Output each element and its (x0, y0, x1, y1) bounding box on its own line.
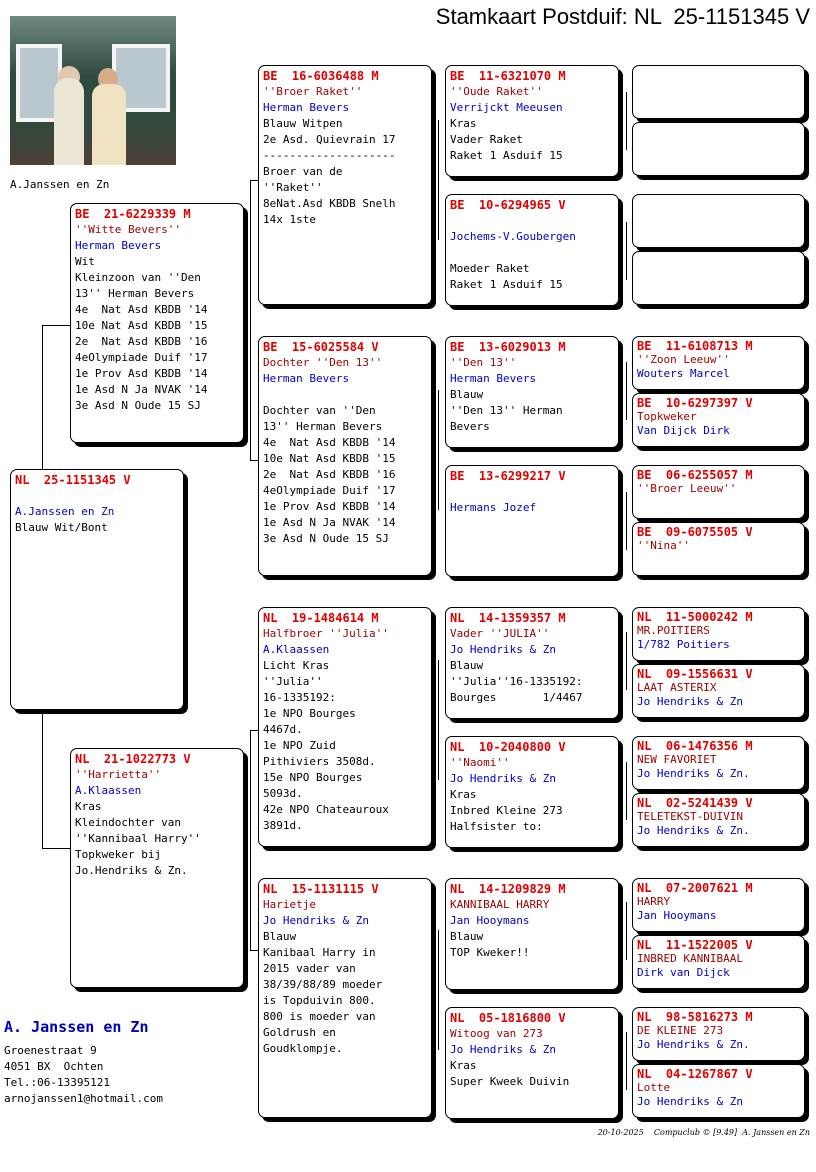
info-line: 5093d. (263, 787, 303, 800)
pigeon-name: Topkweker (637, 410, 697, 423)
info-line (15, 488, 179, 504)
info-line: Kanibaal Harry in (263, 946, 376, 959)
info-line: Goldrush en (263, 1026, 336, 1039)
pigeon-name: DE KLEINE 273 (637, 1024, 724, 1037)
info-line: is Topduivin 800. (263, 994, 376, 1007)
ring-number: NL 14-1359357 M (450, 611, 566, 625)
breeder-name: Jo Hendriks & Zn (450, 1043, 556, 1056)
pigeon-card-gggen-6[interactable] (632, 393, 805, 447)
breeder-name: Jo Hendriks & Zn (637, 695, 743, 708)
ring-number: BE 16-6036488 M (263, 69, 379, 83)
info-line: Kras (75, 800, 102, 813)
connector-line (438, 120, 439, 240)
ring-number: BE 11-6108713 M (637, 339, 753, 353)
connector-line (250, 180, 251, 460)
pigeon-card-sire-dam[interactable] (258, 336, 432, 576)
pigeon-card-gggen-7[interactable] (632, 465, 805, 519)
connector-line (626, 92, 627, 150)
pigeon-card-gggen-14[interactable] (632, 935, 805, 989)
pigeon-card-ggen-5[interactable] (445, 607, 619, 719)
info-line: Super Kweek Duivin (450, 1075, 570, 1088)
breeder-name: Herman Bevers (263, 101, 350, 114)
breeder-name: Jochems-V.Goubergen (450, 230, 576, 243)
info-line: 13'' Herman Bevers (75, 287, 195, 300)
connector-line (626, 492, 627, 550)
info-line: Blauw Witpen (263, 117, 343, 130)
info-line: 10e Nat Asd KBDB '15 (263, 452, 396, 465)
pigeon-name: TELETEKST-DUIVIN (637, 810, 743, 823)
ring-number: NL 05-1816800 V (450, 1011, 566, 1025)
info-line: Blauw (450, 659, 484, 672)
ring-number: BE 13-6299217 V (450, 469, 566, 483)
breeder-name: A.Klaassen (263, 643, 330, 656)
info-line: Blauw (450, 930, 484, 943)
pigeon-card-gggen-9[interactable] (632, 607, 805, 661)
info-line: 1e NPO Bourges (263, 707, 356, 720)
pigeon-name: INBRED KANNIBAAL (637, 952, 743, 965)
info-line: 38/39/88/89 moeder (263, 978, 383, 991)
connector-line (626, 362, 627, 420)
pigeon-name: ''Den 13'' (450, 356, 517, 369)
breeder-name: 1/782 Poitiers (637, 638, 730, 651)
info-line: Dochter van ''Den (263, 404, 376, 417)
info-line: Broer van de (263, 165, 343, 178)
ring-number (637, 68, 800, 82)
pigeon-card-gggen-3[interactable] (632, 194, 805, 248)
breeder-name: A.Janssen en Zn (15, 505, 115, 518)
pigeon-card-gggen-15[interactable] (632, 1007, 805, 1061)
pigeon-name: Harietje (263, 898, 316, 911)
connector-line (626, 762, 627, 820)
ring-number: NL 07-2007621 M (637, 881, 753, 895)
breeder-name: Herman Bevers (263, 372, 350, 385)
info-line: 1e Prov Asd KBDB '14 (263, 500, 396, 513)
breeder-name: Dirk van Dijck (637, 966, 730, 979)
connector-line (250, 180, 258, 181)
connector-line (42, 712, 43, 848)
pigeon-card-gggen-13[interactable] (632, 878, 805, 932)
ring-number: BE 10-6294965 V (450, 198, 566, 212)
pigeon-name: ''Harrietta'' (75, 768, 162, 781)
ring-number: NL 14-1209829 M (450, 882, 566, 896)
info-line: Kleinzoon van ''Den (75, 271, 201, 284)
footer-credit: 20-10-2025 Compuclub © [9.49] A. Janssen en Zn (597, 1128, 810, 1137)
breeder-name: Jan Hooymans (637, 909, 717, 922)
pigeon-card-sire[interactable] (70, 203, 244, 443)
ring-number: NL 04-1267867 V (637, 1067, 753, 1081)
pigeon-card-ggen-1[interactable] (445, 65, 619, 177)
connector-line (250, 730, 258, 731)
breeder-name: Hermans Jozef (450, 501, 537, 514)
pigeon-card-gggen-2[interactable] (632, 122, 805, 176)
info-line: Inbred Kleine 273 (450, 804, 563, 817)
ring-number: BE 10-6297397 V (637, 396, 753, 410)
pigeon-name: NEW FAVORIET (637, 753, 717, 766)
breeder-name: Jo Hendriks & Zn (637, 1095, 743, 1108)
ring-number: NL 09-1556631 V (637, 667, 753, 681)
ring-number: BE 06-6255057 M (637, 468, 753, 482)
info-line: 2e Nat Asd KBDB '16 (75, 335, 208, 348)
info-line: Blauw (263, 930, 297, 943)
ring-number: BE 13-6029013 M (450, 340, 566, 354)
breeder-name: Jo Hendriks & Zn. (637, 1038, 750, 1051)
ring-number (637, 125, 800, 139)
ring-number: NL 02-5241439 V (637, 796, 753, 810)
info-line: 4e Nat Asd KBDB '14 (75, 303, 208, 316)
pigeon-card-gggen-8[interactable] (632, 522, 805, 576)
info-line: ''Julia''16-1335192: (450, 675, 583, 688)
info-line: Raket 1 Asduif 15 (450, 149, 563, 162)
pigeon-name: Vader ''JULIA'' (450, 627, 550, 640)
info-line: 10e Nat Asd KBDB '15 (75, 319, 208, 332)
ring-number: NL 21-1022773 V (75, 752, 191, 766)
pigeon-name: ''Witte Bevers'' (75, 223, 181, 236)
info-line: 14x 1ste (263, 213, 316, 226)
owner-street: Groenestraat 9 (4, 1044, 97, 1057)
connector-line (438, 660, 439, 780)
pigeon-name: ''Broer Raket'' (263, 85, 363, 98)
info-line: Jo.Hendriks & Zn. (75, 864, 188, 877)
page-title: Stamkaart Postduif: NL 25-1151345 V (435, 4, 810, 29)
pigeon-card-gggen-1[interactable] (632, 65, 805, 119)
info-line (450, 213, 614, 229)
pigeon-name: Lotte (637, 1081, 671, 1094)
breeder-name: Jo Hendriks & Zn. (637, 767, 750, 780)
pigeon-card-ggen-3[interactable] (445, 336, 619, 448)
breeder-name: Herman Bevers (75, 239, 162, 252)
ring-number: NL 98-5816273 M (637, 1010, 753, 1024)
connector-line (626, 1032, 627, 1090)
owner-photo (10, 16, 176, 165)
owner-city: 4051 BX Ochten (4, 1060, 104, 1073)
pigeon-card-gggen-10[interactable] (632, 664, 805, 718)
info-line: ''Den 13'' Herman (450, 404, 563, 417)
info-line: 4e Nat Asd KBDB '14 (263, 436, 396, 449)
pigeon-name: KANNIBAAL HARRY (450, 898, 550, 911)
info-line (263, 387, 427, 403)
info-line: Raket 1 Asduif 15 (450, 278, 563, 291)
ring-number: NL 06-1476356 M (637, 739, 753, 753)
pigeon-card-sire-sire[interactable] (258, 65, 432, 305)
info-line: 2e Asd. Quievrain 17 (263, 133, 396, 146)
info-line: TOP Kweker!! (450, 946, 530, 959)
info-line: Pithiviers 3508d. (263, 755, 376, 768)
connector-line (250, 950, 258, 951)
pigeon-name: ''Oude Raket'' (450, 85, 543, 98)
pigeon-name: ''Nina'' (637, 539, 690, 552)
info-line: Wit (75, 255, 95, 268)
owner-caption: A.Janssen en Zn (10, 178, 110, 191)
ring-number: NL 10-2040800 V (450, 740, 566, 754)
breeder-name: A.Klaassen (75, 784, 142, 797)
pigeon-name: HARRY (637, 895, 671, 908)
pigeon-name: LAAT ASTERIX (637, 681, 717, 694)
ring-number: NL 15-1131115 V (263, 882, 379, 896)
breeder-name: Verrijckt Meeusen (450, 101, 563, 114)
info-line: Kras (450, 788, 477, 801)
pigeon-name: MR.POITIERS (637, 624, 710, 637)
pigeon-card-ggen-4[interactable] (445, 465, 619, 577)
info-line: Topkweker bij (75, 848, 162, 861)
pigeon-card-gggen-16[interactable] (632, 1064, 805, 1118)
connector-line (42, 848, 70, 849)
info-line: ''Kannibaal Harry'' (75, 832, 201, 845)
ring-number: NL 25-1151345 V (15, 473, 131, 487)
breeder-name: Wouters Marcel (637, 367, 730, 380)
owner-address (4, 1043, 163, 1107)
info-line: Bevers (450, 420, 490, 433)
pigeon-card-gggen-5[interactable] (632, 336, 805, 390)
connector-line (250, 460, 258, 461)
info-line: Bourges 1/4467 (450, 691, 583, 704)
ring-number (637, 197, 800, 211)
pigeon-name: Halfbroer ''Julia'' (263, 627, 389, 640)
info-line: 42e NPO Chateauroux (263, 803, 389, 816)
ring-number: BE 21-6229339 M (75, 207, 191, 221)
info-line: 8eNat.Asd KBDB Snelh (263, 197, 396, 210)
info-line: 4eOlympiade Duif '17 (263, 484, 396, 497)
info-line (450, 245, 614, 261)
breeder-name: Jo Hendriks & Zn (263, 914, 369, 927)
info-line: Goudklompje. (263, 1042, 343, 1055)
ring-number: NL 11-5000242 M (637, 610, 753, 624)
info-line: Kleindochter van (75, 816, 181, 829)
info-line: 3e Asd N Oude 15 SJ (75, 399, 201, 412)
pigeon-card-ggen-2[interactable] (445, 194, 619, 306)
pigeon-name: ''Broer Leeuw'' (637, 482, 737, 495)
info-line: Licht Kras (263, 659, 330, 672)
breeder-name: Jo Hendriks & Zn (450, 643, 556, 656)
ring-number: NL 19-1484614 M (263, 611, 379, 625)
connector-line (438, 390, 439, 510)
ring-number: BE 15-6025584 V (263, 340, 379, 354)
connector-line (626, 632, 627, 690)
ring-number (637, 254, 800, 268)
pigeon-card-gggen-12[interactable] (632, 793, 805, 847)
connector-line (626, 222, 627, 280)
info-line (450, 484, 614, 500)
owner-email[interactable]: arnojanssen1@hotmail.com (4, 1092, 163, 1105)
breeder-name: Jo Hendriks & Zn. (637, 824, 750, 837)
pigeon-name: ''Zoon Leeuw'' (637, 353, 730, 366)
info-line: 1e Asd N Ja NVAK '14 (75, 383, 208, 396)
owner-phone[interactable]: Tel.:06-13395121 (4, 1076, 110, 1089)
info-line: 4eOlympiade Duif '17 (75, 351, 208, 364)
info-line: 16-1335192: (263, 691, 336, 704)
info-line: Kras (450, 1059, 477, 1072)
connector-line (42, 325, 70, 326)
ring-number: BE 09-6075505 V (637, 525, 753, 539)
breeder-name: Herman Bevers (450, 372, 537, 385)
info-line: Vader Raket (450, 133, 523, 146)
breeder-name: Van Dijck Dirk (637, 424, 730, 437)
info-line: 1e Asd N Ja NVAK '14 (263, 516, 396, 529)
info-line: 13'' Herman Bevers (263, 420, 383, 433)
connector-line (626, 902, 627, 960)
info-line: 3e Asd N Oude 15 SJ (263, 532, 389, 545)
ring-number: NL 11-1522005 V (637, 938, 753, 952)
info-line: 2e Nat Asd KBDB '16 (263, 468, 396, 481)
pigeon-card-dam-dam[interactable] (258, 878, 432, 1118)
pigeon-name: Witoog van 273 (450, 1027, 543, 1040)
pigeon-name: Dochter ''Den 13'' (263, 356, 383, 369)
info-line: Halfsister to: (450, 820, 543, 833)
connector-line (250, 730, 251, 950)
info-line: Blauw (450, 388, 484, 401)
pigeon-card-dam-sire[interactable] (258, 607, 432, 847)
connector-line (438, 930, 439, 1050)
pigeon-name: ''Naomi'' (450, 756, 510, 769)
pigeon-card-dam[interactable] (70, 748, 244, 988)
breeder-name: Jo Hendriks & Zn (450, 772, 556, 785)
pigeon-card-gggen-11[interactable] (632, 736, 805, 790)
info-line: 800 is moeder van (263, 1010, 376, 1023)
info-line: 2015 vader van (263, 962, 356, 975)
info-line: 4467d. (263, 723, 303, 736)
info-line: ''Raket'' (263, 181, 323, 194)
owner-name: A. Janssen en Zn (4, 1018, 149, 1036)
info-line: 3891d. (263, 819, 303, 832)
connector-line (42, 325, 43, 470)
info-line: Moeder Raket (450, 262, 530, 275)
pigeon-card-gggen-4[interactable] (632, 251, 805, 305)
info-line: 1e Prov Asd KBDB '14 (75, 367, 208, 380)
info-line: 1e NPO Zuid (263, 739, 336, 752)
info-line: ''Julia'' (263, 675, 323, 688)
breeder-name: Jan Hooymans (450, 914, 530, 927)
pigeon-card-ggen-8[interactable] (445, 1007, 619, 1119)
ring-number: BE 11-6321070 M (450, 69, 566, 83)
info-line: -------------------- (263, 149, 396, 162)
info-line: Blauw Wit/Bont (15, 521, 108, 534)
pigeon-card-ggen-6[interactable] (445, 736, 619, 848)
info-line: Kras (450, 117, 477, 130)
info-line: 15e NPO Bourges (263, 771, 363, 784)
pigeon-card-ggen-7[interactable] (445, 878, 619, 990)
pigeon-card-subject[interactable] (10, 469, 184, 710)
